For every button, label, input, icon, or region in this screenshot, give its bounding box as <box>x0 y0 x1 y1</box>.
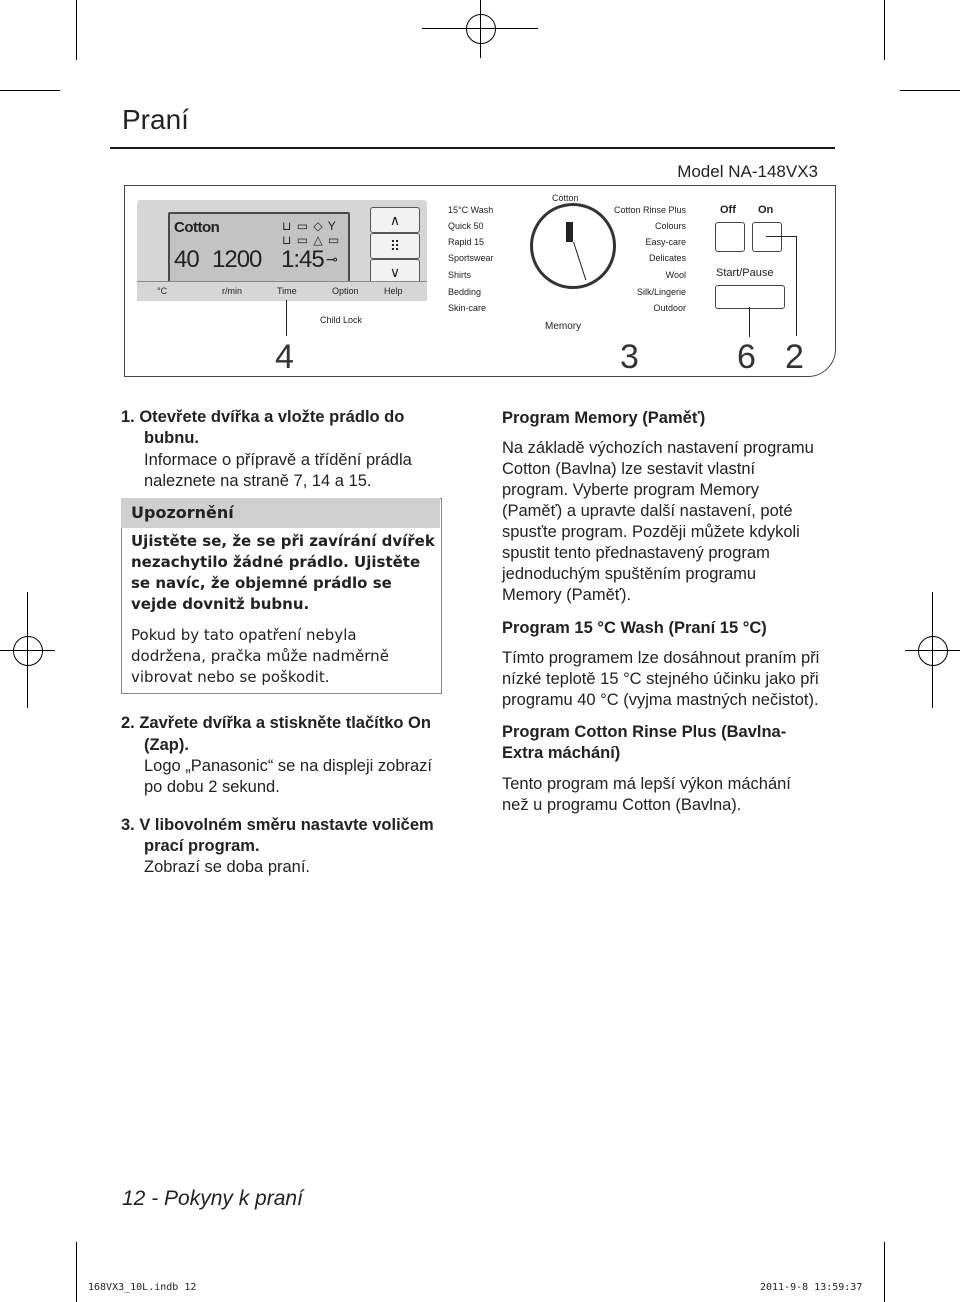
rinse-plus-heading: Program Cotton Rinse Plus (Bavlna- <box>502 723 787 741</box>
page-footer: 12 - Pokyny k praní <box>122 1187 303 1210</box>
crop-mark <box>884 1242 885 1302</box>
down-button[interactable]: ∨ <box>370 259 420 285</box>
help-button[interactable]: Help <box>384 286 403 296</box>
step-2-body-2: po dobu 2 sekund. <box>144 778 280 796</box>
memory-line: spustit tento přednastavený program <box>502 544 770 562</box>
memory-label: Memory <box>545 321 582 332</box>
program-cotton-rinse-plus: Cotton Rinse Plus <box>613 205 686 215</box>
crop-mark <box>0 90 60 91</box>
program-shirts: Shirts <box>448 270 472 280</box>
crop-mark <box>884 0 885 60</box>
warning-title: Upozornění <box>121 498 440 528</box>
warning-note: dodržena, pračka může nadměrně <box>131 647 389 665</box>
memory-heading: Program Memory (Paměť) <box>502 409 706 427</box>
memory-line: (Paměť) a upravte další nastavení, poté <box>502 502 793 520</box>
up-button[interactable]: ∧ <box>370 207 420 233</box>
start-pause-button[interactable] <box>715 285 785 309</box>
callout-4: 4 <box>275 338 294 376</box>
model-label: Model NA-148VX3 <box>677 162 818 181</box>
program-quick-50: Quick 50 <box>448 221 484 231</box>
leader-line <box>286 300 287 336</box>
program-bedding: Bedding <box>448 287 482 297</box>
page-title: Praní <box>122 104 189 135</box>
step-2-heading-2: (Zap). <box>144 736 189 754</box>
time-button[interactable]: Time <box>277 286 297 296</box>
registration-mark <box>13 636 43 666</box>
dial-pointer <box>566 222 573 242</box>
leader-line <box>796 236 797 336</box>
memory-line: Na základě výchozích nastavení programu <box>502 439 814 457</box>
speed-button[interactable]: r/min <box>222 286 242 296</box>
warning-note: vibrovat nebo se poškodit. <box>131 668 330 686</box>
key-icon: ⊸ <box>326 251 338 267</box>
memory-line: program. Vyberte program Memory <box>502 481 760 499</box>
rinse-plus-line: Tento program má lepší výkon máchání <box>502 775 791 793</box>
registration-mark <box>918 636 948 666</box>
leader-line <box>749 307 750 337</box>
step-1-body: Informace o přípravě a třídění prádla <box>144 451 412 469</box>
lcd-program: Cotton <box>174 219 220 236</box>
memory-line: spusťte program. Později můžete kdykoli <box>502 523 800 541</box>
step-3-heading: 3. V libovolném směru nastavte voličem <box>121 816 434 834</box>
rinse-plus-heading-2: Extra máchání) <box>502 744 621 762</box>
program-delicates: Delicates <box>648 253 686 263</box>
menu-button[interactable]: ⠿ <box>370 233 420 259</box>
wash-15-line: nízké teplotě 15 °C stejného účinku jako při <box>502 670 819 688</box>
callout-3: 3 <box>620 338 639 376</box>
step-3-heading-2: prací program. <box>144 837 260 855</box>
registration-mark <box>466 14 496 44</box>
step-1-heading-2: bubnu. <box>144 429 199 447</box>
leader-line <box>766 236 796 237</box>
temp-button[interactable]: °C <box>157 286 168 296</box>
memory-line: Cotton (Bavlna) lze sestavit vlastní <box>502 460 756 478</box>
step-2-body: Logo „Panasonic“ se na displeji zobrazí <box>144 757 433 775</box>
off-button[interactable] <box>715 222 745 252</box>
wash-15-line: programu 40 °C (vyjma mastných nečistot). <box>502 691 819 709</box>
print-datetime: 2011-9-8 13:59:37 <box>760 1282 863 1293</box>
program-colours: Colours <box>654 221 686 231</box>
on-label: On <box>758 204 774 216</box>
program-wool: Wool <box>665 270 686 280</box>
step-3-body: Zobrazí se doba praní. <box>144 858 311 876</box>
step-1-heading: 1. Otevřete dvířka a vložte prádlo do <box>121 408 405 426</box>
warning-line: Ujistěte se, že se při zavírání dvířek <box>131 532 435 550</box>
crop-mark <box>76 1242 77 1302</box>
program-silk-lingerie: Silk/Lingerie <box>636 287 686 297</box>
warning-note: Pokud by tato opatření nebyla <box>131 626 357 644</box>
lcd-program-icons-2: ⊔ ▭ △ ▭ <box>282 233 341 247</box>
wash-15-line: Tímto programem lze dosáhnout praním při <box>502 649 820 667</box>
lcd-speed: 1200 <box>212 246 262 273</box>
file-info: 168VX3_10L.indb 12 <box>88 1282 197 1293</box>
lcd-program-icons: ⊔ ▭ ◇ Y <box>282 219 337 233</box>
on-button[interactable] <box>752 222 782 252</box>
wash-15-heading: Program 15 °C Wash (Praní 15 °C) <box>502 619 767 637</box>
program-15c-wash: 15°C Wash <box>448 205 494 215</box>
memory-line: Memory (Paměť). <box>502 586 632 604</box>
step-2-heading: 2. Zavřete dvířka a stiskněte tlačítko On <box>121 714 431 732</box>
callout-2: 2 <box>785 338 804 376</box>
program-skin-care: Skin-care <box>448 303 487 313</box>
button-strip <box>137 281 427 301</box>
dial-cotton-label: Cotton <box>552 193 579 203</box>
crop-mark <box>900 90 960 91</box>
option-button[interactable]: Option <box>332 286 359 296</box>
program-outdoor: Outdoor <box>653 303 686 313</box>
program-sportswear: Sportswear <box>448 253 494 263</box>
start-pause-label: Start/Pause <box>716 267 774 279</box>
callout-6: 6 <box>737 338 756 376</box>
program-rapid-15: Rapid 15 <box>448 237 485 247</box>
memory-line: jednoduchým spuštěním programu <box>502 565 757 583</box>
warning-line: se navíc, že objemné prádlo se <box>131 574 392 592</box>
title-rule <box>110 147 835 149</box>
child-lock-label: Child Lock <box>320 315 363 325</box>
lcd-temperature: 40 <box>174 246 199 273</box>
crop-mark <box>76 0 77 60</box>
program-easy-care: Easy-care <box>645 237 686 247</box>
warning-line: nezachytilo žádné prádlo. Ujistěte <box>131 553 421 571</box>
program-dial[interactable] <box>530 203 616 289</box>
off-label: Off <box>720 204 736 216</box>
step-1-body-2: naleznete na straně 7, 14 a 15. <box>144 472 372 490</box>
warning-line: vejde dovnitž bubnu. <box>131 595 310 613</box>
rinse-plus-line: než u programu Cotton (Bavlna). <box>502 796 742 814</box>
lcd-time: 1:45 <box>281 246 324 273</box>
